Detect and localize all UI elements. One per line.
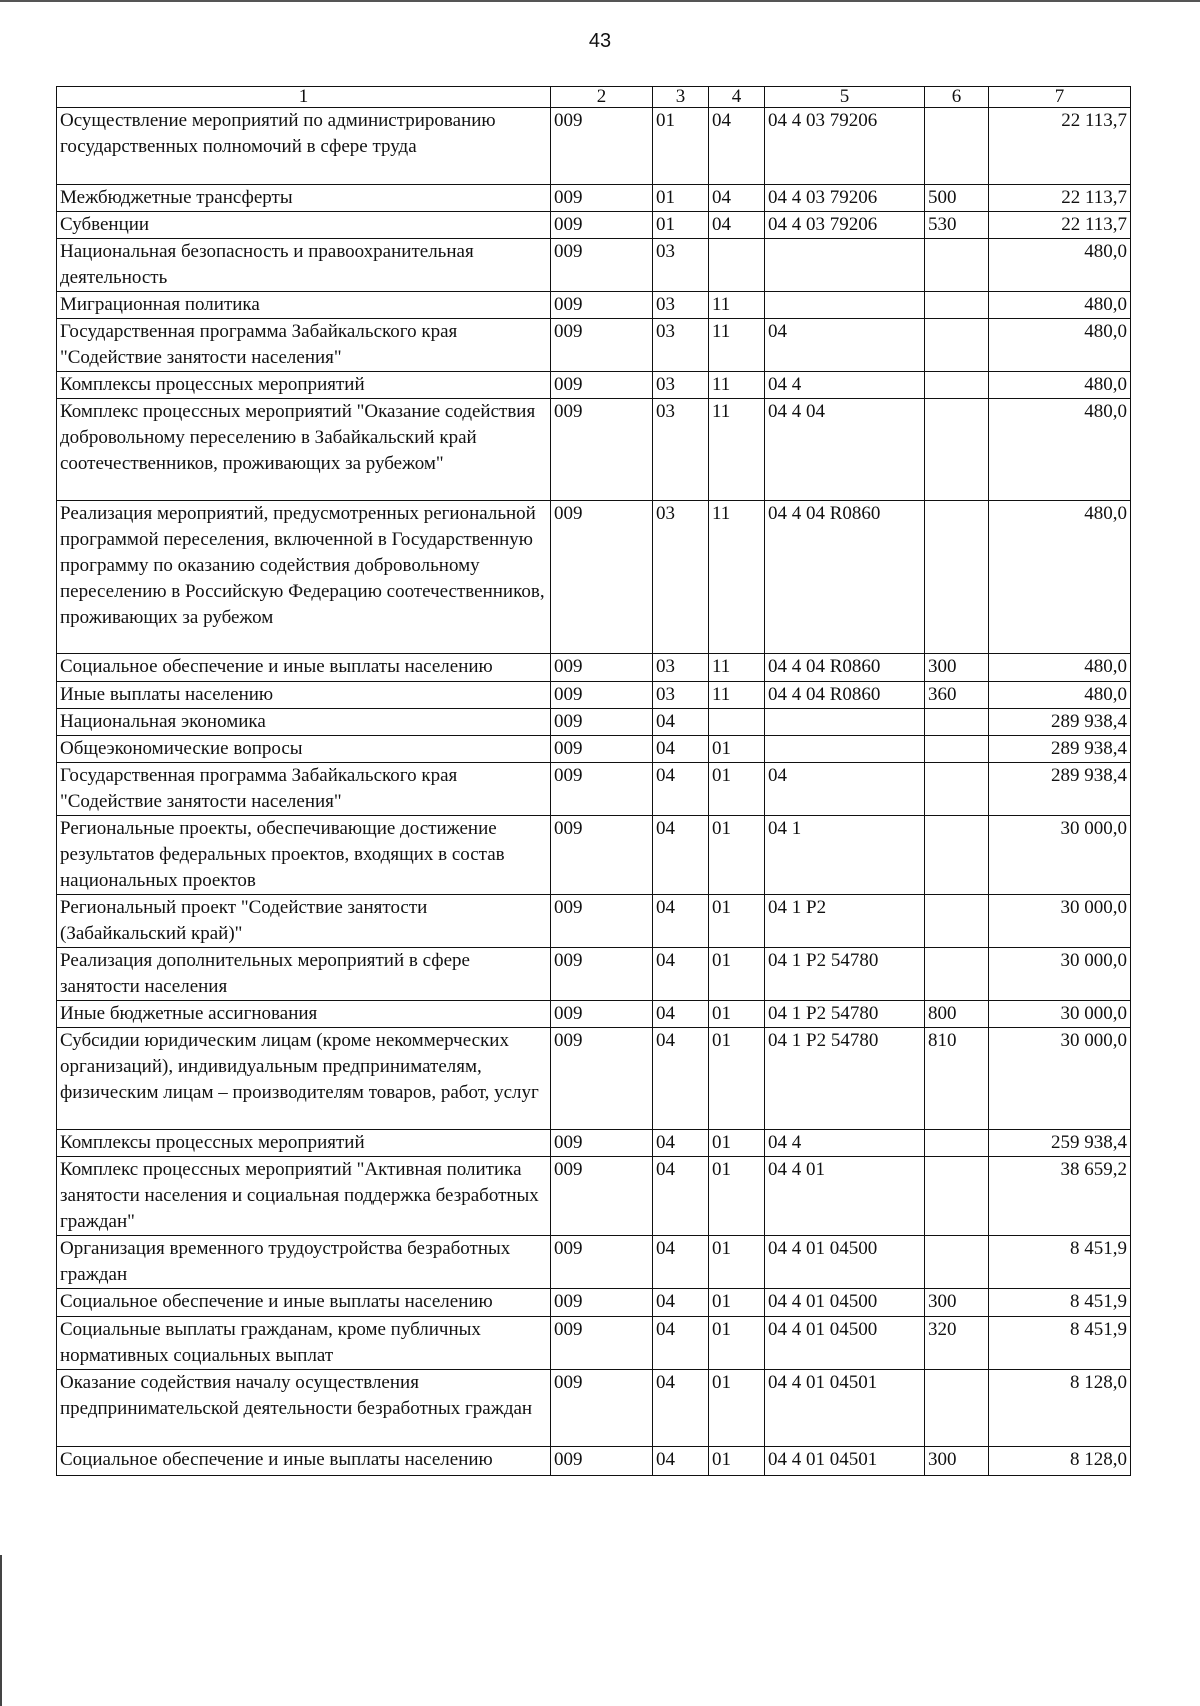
section-code-cell: 04 — [653, 1028, 709, 1130]
row-name-cell: Социальное обеспечение и иные выплаты населению — [57, 654, 551, 682]
target-article-cell: 04 4 04 — [765, 399, 925, 501]
expense-type-cell — [925, 948, 989, 1001]
subsection-code-cell: 01 — [709, 1289, 765, 1317]
amount-cell: 30 000,0 — [989, 948, 1131, 1001]
section-code-cell: 03 — [653, 319, 709, 372]
row-name-cell: Социальные выплаты гражданам, кроме публичных нормативных социальных выплат — [57, 1317, 551, 1370]
amount-cell: 480,0 — [989, 399, 1131, 501]
target-article-cell: 04 4 04 R0860 — [765, 501, 925, 654]
table-row — [57, 372, 1131, 399]
row-name-cell: Региональные проекты, обеспечивающие достижение результатов федеральных проектов, входящих в состав национальных проектов — [57, 816, 551, 895]
expense-type-cell: 500 — [925, 185, 989, 212]
column-header: 7 — [989, 87, 1131, 108]
expense-type-cell: 320 — [925, 1317, 989, 1370]
row-name-cell: Государственная программа Забайкальского края "Содействие занятости населения" — [57, 763, 551, 816]
table-row — [57, 948, 1131, 1001]
table-row — [57, 709, 1131, 736]
amount-cell: 8 128,0 — [989, 1370, 1131, 1447]
target-article-cell: 04 4 01 04500 — [765, 1289, 925, 1317]
section-code-cell: 04 — [653, 1001, 709, 1028]
amount-cell: 289 938,4 — [989, 736, 1131, 763]
table-row — [57, 1289, 1131, 1317]
table-row — [57, 1001, 1131, 1028]
admin-code-cell: 009 — [551, 1370, 653, 1447]
section-code-cell: 04 — [653, 1317, 709, 1370]
target-article-cell: 04 4 — [765, 1130, 925, 1157]
column-header: 3 — [653, 87, 709, 108]
admin-code-cell: 009 — [551, 212, 653, 239]
column-header: 6 — [925, 87, 989, 108]
admin-code-cell: 009 — [551, 1236, 653, 1289]
amount-cell: 8 128,0 — [989, 1447, 1131, 1476]
subsection-code-cell — [709, 709, 765, 736]
target-article-cell: 04 4 01 — [765, 1157, 925, 1236]
table-row — [57, 682, 1131, 709]
table-row — [57, 1130, 1131, 1157]
section-code-cell: 03 — [653, 682, 709, 709]
section-code-cell: 04 — [653, 1370, 709, 1447]
section-code-cell: 04 — [653, 709, 709, 736]
target-article-cell: 04 4 01 04501 — [765, 1370, 925, 1447]
row-name-cell: Миграционная политика — [57, 292, 551, 319]
amount-cell: 480,0 — [989, 682, 1131, 709]
admin-code-cell: 009 — [551, 709, 653, 736]
amount-cell: 30 000,0 — [989, 1028, 1131, 1130]
table-row — [57, 654, 1131, 682]
expense-type-cell — [925, 1370, 989, 1447]
expense-type-cell — [925, 736, 989, 763]
admin-code-cell: 009 — [551, 1289, 653, 1317]
expense-type-cell — [925, 399, 989, 501]
admin-code-cell: 009 — [551, 895, 653, 948]
subsection-code-cell: 01 — [709, 816, 765, 895]
table-row — [57, 292, 1131, 319]
subsection-code-cell — [709, 239, 765, 292]
expense-type-cell: 810 — [925, 1028, 989, 1130]
subsection-code-cell: 01 — [709, 1317, 765, 1370]
amount-cell: 22 113,7 — [989, 108, 1131, 185]
row-name-cell: Комплексы процессных мероприятий — [57, 372, 551, 399]
table-row — [57, 212, 1131, 239]
section-code-cell: 04 — [653, 1447, 709, 1476]
section-code-cell: 04 — [653, 1289, 709, 1317]
admin-code-cell: 009 — [551, 108, 653, 185]
admin-code-cell: 009 — [551, 763, 653, 816]
target-article-cell: 04 1 P2 54780 — [765, 1001, 925, 1028]
row-name-cell: Субвенции — [57, 212, 551, 239]
expense-type-cell — [925, 816, 989, 895]
amount-cell: 8 451,9 — [989, 1289, 1131, 1317]
target-article-cell — [765, 239, 925, 292]
target-article-cell — [765, 292, 925, 319]
expense-type-cell — [925, 1236, 989, 1289]
expense-type-cell — [925, 501, 989, 654]
admin-code-cell: 009 — [551, 185, 653, 212]
subsection-code-cell: 11 — [709, 292, 765, 319]
row-name-cell: Национальная безопасность и правоохранительная деятельность — [57, 239, 551, 292]
section-code-cell: 04 — [653, 816, 709, 895]
expense-type-cell — [925, 709, 989, 736]
table-row — [57, 763, 1131, 816]
expense-type-cell: 300 — [925, 1447, 989, 1476]
admin-code-cell: 009 — [551, 239, 653, 292]
amount-cell: 38 659,2 — [989, 1157, 1131, 1236]
row-name-cell: Комплексы процессных мероприятий — [57, 1130, 551, 1157]
amount-cell: 22 113,7 — [989, 212, 1131, 239]
amount-cell: 480,0 — [989, 372, 1131, 399]
section-code-cell: 04 — [653, 1157, 709, 1236]
amount-cell: 289 938,4 — [989, 709, 1131, 736]
subsection-code-cell: 11 — [709, 399, 765, 501]
amount-cell: 480,0 — [989, 239, 1131, 292]
amount-cell: 30 000,0 — [989, 816, 1131, 895]
expense-type-cell: 360 — [925, 682, 989, 709]
amount-cell: 480,0 — [989, 292, 1131, 319]
section-code-cell: 01 — [653, 212, 709, 239]
column-number-row — [57, 87, 1131, 108]
table-row — [57, 108, 1131, 185]
subsection-code-cell: 01 — [709, 895, 765, 948]
subsection-code-cell: 04 — [709, 185, 765, 212]
admin-code-cell: 009 — [551, 682, 653, 709]
row-name-cell: Социальное обеспечение и иные выплаты населению — [57, 1289, 551, 1317]
section-code-cell: 03 — [653, 654, 709, 682]
scan-edge-left — [0, 1555, 2, 1706]
admin-code-cell: 009 — [551, 816, 653, 895]
target-article-cell — [765, 709, 925, 736]
amount-cell: 8 451,9 — [989, 1317, 1131, 1370]
section-code-cell: 03 — [653, 501, 709, 654]
table-row — [57, 895, 1131, 948]
section-code-cell: 03 — [653, 399, 709, 501]
row-name-cell: Комплекс процессных мероприятий "Оказание содействия добровольному переселению в Забайкальский край соотечественников, проживающих за рубежом" — [57, 399, 551, 501]
amount-cell: 480,0 — [989, 654, 1131, 682]
table-row — [57, 816, 1131, 895]
target-article-cell — [765, 736, 925, 763]
amount-cell: 289 938,4 — [989, 763, 1131, 816]
row-name-cell: Организация временного трудоустройства безработных граждан — [57, 1236, 551, 1289]
section-code-cell: 03 — [653, 292, 709, 319]
target-article-cell: 04 4 01 04500 — [765, 1236, 925, 1289]
table-row — [57, 1157, 1131, 1236]
admin-code-cell: 009 — [551, 372, 653, 399]
section-code-cell: 03 — [653, 239, 709, 292]
page-number: 43 — [588, 30, 612, 52]
subsection-code-cell: 01 — [709, 1447, 765, 1476]
admin-code-cell: 009 — [551, 736, 653, 763]
target-article-cell: 04 1 — [765, 816, 925, 895]
amount-cell: 259 938,4 — [989, 1130, 1131, 1157]
expense-type-cell: 300 — [925, 654, 989, 682]
expense-type-cell: 300 — [925, 1289, 989, 1317]
column-header: 1 — [57, 87, 551, 108]
scan-edge-top — [0, 0, 1200, 2]
subsection-code-cell: 01 — [709, 1028, 765, 1130]
section-code-cell: 04 — [653, 763, 709, 816]
admin-code-cell: 009 — [551, 1130, 653, 1157]
target-article-cell: 04 4 03 79206 — [765, 185, 925, 212]
admin-code-cell: 009 — [551, 319, 653, 372]
target-article-cell: 04 1 P2 54780 — [765, 948, 925, 1001]
row-name-cell: Реализация мероприятий, предусмотренных региональной программой переселения, включенной в Государственную программу по оказанию содействия добровольному переселению в Российскую Федерацию соотечественников, проживающих за рубежом — [57, 501, 551, 654]
admin-code-cell: 009 — [551, 654, 653, 682]
expense-type-cell: 530 — [925, 212, 989, 239]
row-name-cell: Осуществление мероприятий по администрированию государственных полномочий в сфере труда — [57, 108, 551, 185]
expense-type-cell — [925, 895, 989, 948]
subsection-code-cell: 04 — [709, 108, 765, 185]
admin-code-cell: 009 — [551, 1157, 653, 1236]
row-name-cell: Иные выплаты населению — [57, 682, 551, 709]
admin-code-cell: 009 — [551, 1001, 653, 1028]
target-article-cell: 04 4 03 79206 — [765, 108, 925, 185]
table-row — [57, 1370, 1131, 1447]
row-name-cell: Реализация дополнительных мероприятий в сфере занятости населения — [57, 948, 551, 1001]
section-code-cell: 04 — [653, 895, 709, 948]
target-article-cell: 04 4 04 R0860 — [765, 682, 925, 709]
subsection-code-cell: 01 — [709, 763, 765, 816]
row-name-cell: Региональный проект "Содействие занятости (Забайкальский край)" — [57, 895, 551, 948]
subsection-code-cell: 01 — [709, 1157, 765, 1236]
amount-cell: 30 000,0 — [989, 895, 1131, 948]
table-body — [57, 108, 1131, 1476]
section-code-cell: 04 — [653, 736, 709, 763]
expense-type-cell — [925, 319, 989, 372]
table-row — [57, 239, 1131, 292]
row-name-cell: Национальная экономика — [57, 709, 551, 736]
amount-cell: 480,0 — [989, 319, 1131, 372]
expense-type-cell — [925, 239, 989, 292]
table-row — [57, 399, 1131, 501]
expense-type-cell — [925, 292, 989, 319]
target-article-cell: 04 4 01 04500 — [765, 1317, 925, 1370]
subsection-code-cell: 11 — [709, 372, 765, 399]
table-row — [57, 185, 1131, 212]
subsection-code-cell: 01 — [709, 736, 765, 763]
amount-cell: 30 000,0 — [989, 1001, 1131, 1028]
table-row — [57, 736, 1131, 763]
target-article-cell: 04 1 P2 — [765, 895, 925, 948]
section-code-cell: 01 — [653, 185, 709, 212]
target-article-cell: 04 1 P2 54780 — [765, 1028, 925, 1130]
table-row — [57, 319, 1131, 372]
table-row — [57, 501, 1131, 654]
amount-cell: 480,0 — [989, 501, 1131, 654]
admin-code-cell: 009 — [551, 292, 653, 319]
section-code-cell: 03 — [653, 372, 709, 399]
budget-table — [56, 86, 1131, 1476]
subsection-code-cell: 01 — [709, 1370, 765, 1447]
target-article-cell: 04 4 — [765, 372, 925, 399]
row-name-cell: Государственная программа Забайкальского края "Содействие занятости населения" — [57, 319, 551, 372]
admin-code-cell: 009 — [551, 948, 653, 1001]
expense-type-cell: 800 — [925, 1001, 989, 1028]
subsection-code-cell: 11 — [709, 682, 765, 709]
amount-cell: 8 451,9 — [989, 1236, 1131, 1289]
row-name-cell: Межбюджетные трансферты — [57, 185, 551, 212]
column-header: 5 — [765, 87, 925, 108]
target-article-cell: 04 4 04 R0860 — [765, 654, 925, 682]
table-row — [57, 1317, 1131, 1370]
target-article-cell: 04 4 01 04501 — [765, 1447, 925, 1476]
row-name-cell: Комплекс процессных мероприятий "Активная политика занятости населения и социальная поддержка безработных граждан" — [57, 1157, 551, 1236]
section-code-cell: 01 — [653, 108, 709, 185]
expense-type-cell — [925, 372, 989, 399]
column-header: 2 — [551, 87, 653, 108]
expense-type-cell — [925, 1157, 989, 1236]
target-article-cell: 04 — [765, 319, 925, 372]
table-row — [57, 1028, 1131, 1130]
amount-cell: 22 113,7 — [989, 185, 1131, 212]
row-name-cell: Оказание содействия началу осуществления предпринимательской деятельности безработных граждан — [57, 1370, 551, 1447]
table-row — [57, 1236, 1131, 1289]
row-name-cell: Иные бюджетные ассигнования — [57, 1001, 551, 1028]
subsection-code-cell: 01 — [709, 948, 765, 1001]
subsection-code-cell: 01 — [709, 1130, 765, 1157]
row-name-cell: Социальное обеспечение и иные выплаты населению — [57, 1447, 551, 1476]
subsection-code-cell: 11 — [709, 501, 765, 654]
admin-code-cell: 009 — [551, 1028, 653, 1130]
target-article-cell: 04 4 03 79206 — [765, 212, 925, 239]
admin-code-cell: 009 — [551, 501, 653, 654]
admin-code-cell: 009 — [551, 1317, 653, 1370]
column-header: 4 — [709, 87, 765, 108]
row-name-cell: Субсидии юридическим лицам (кроме некоммерческих организаций), индивидуальным предпринимателям, физическим лицам – производителям товаров, работ, услуг — [57, 1028, 551, 1130]
admin-code-cell: 009 — [551, 1447, 653, 1476]
subsection-code-cell: 11 — [709, 319, 765, 372]
section-code-cell: 04 — [653, 1236, 709, 1289]
subsection-code-cell: 04 — [709, 212, 765, 239]
expense-type-cell — [925, 108, 989, 185]
expense-type-cell — [925, 1130, 989, 1157]
section-code-cell: 04 — [653, 948, 709, 1001]
subsection-code-cell: 11 — [709, 654, 765, 682]
target-article-cell: 04 — [765, 763, 925, 816]
admin-code-cell: 009 — [551, 399, 653, 501]
section-code-cell: 04 — [653, 1130, 709, 1157]
table-row — [57, 1447, 1131, 1476]
subsection-code-cell: 01 — [709, 1001, 765, 1028]
row-name-cell: Общеэкономические вопросы — [57, 736, 551, 763]
subsection-code-cell: 01 — [709, 1236, 765, 1289]
expense-type-cell — [925, 763, 989, 816]
